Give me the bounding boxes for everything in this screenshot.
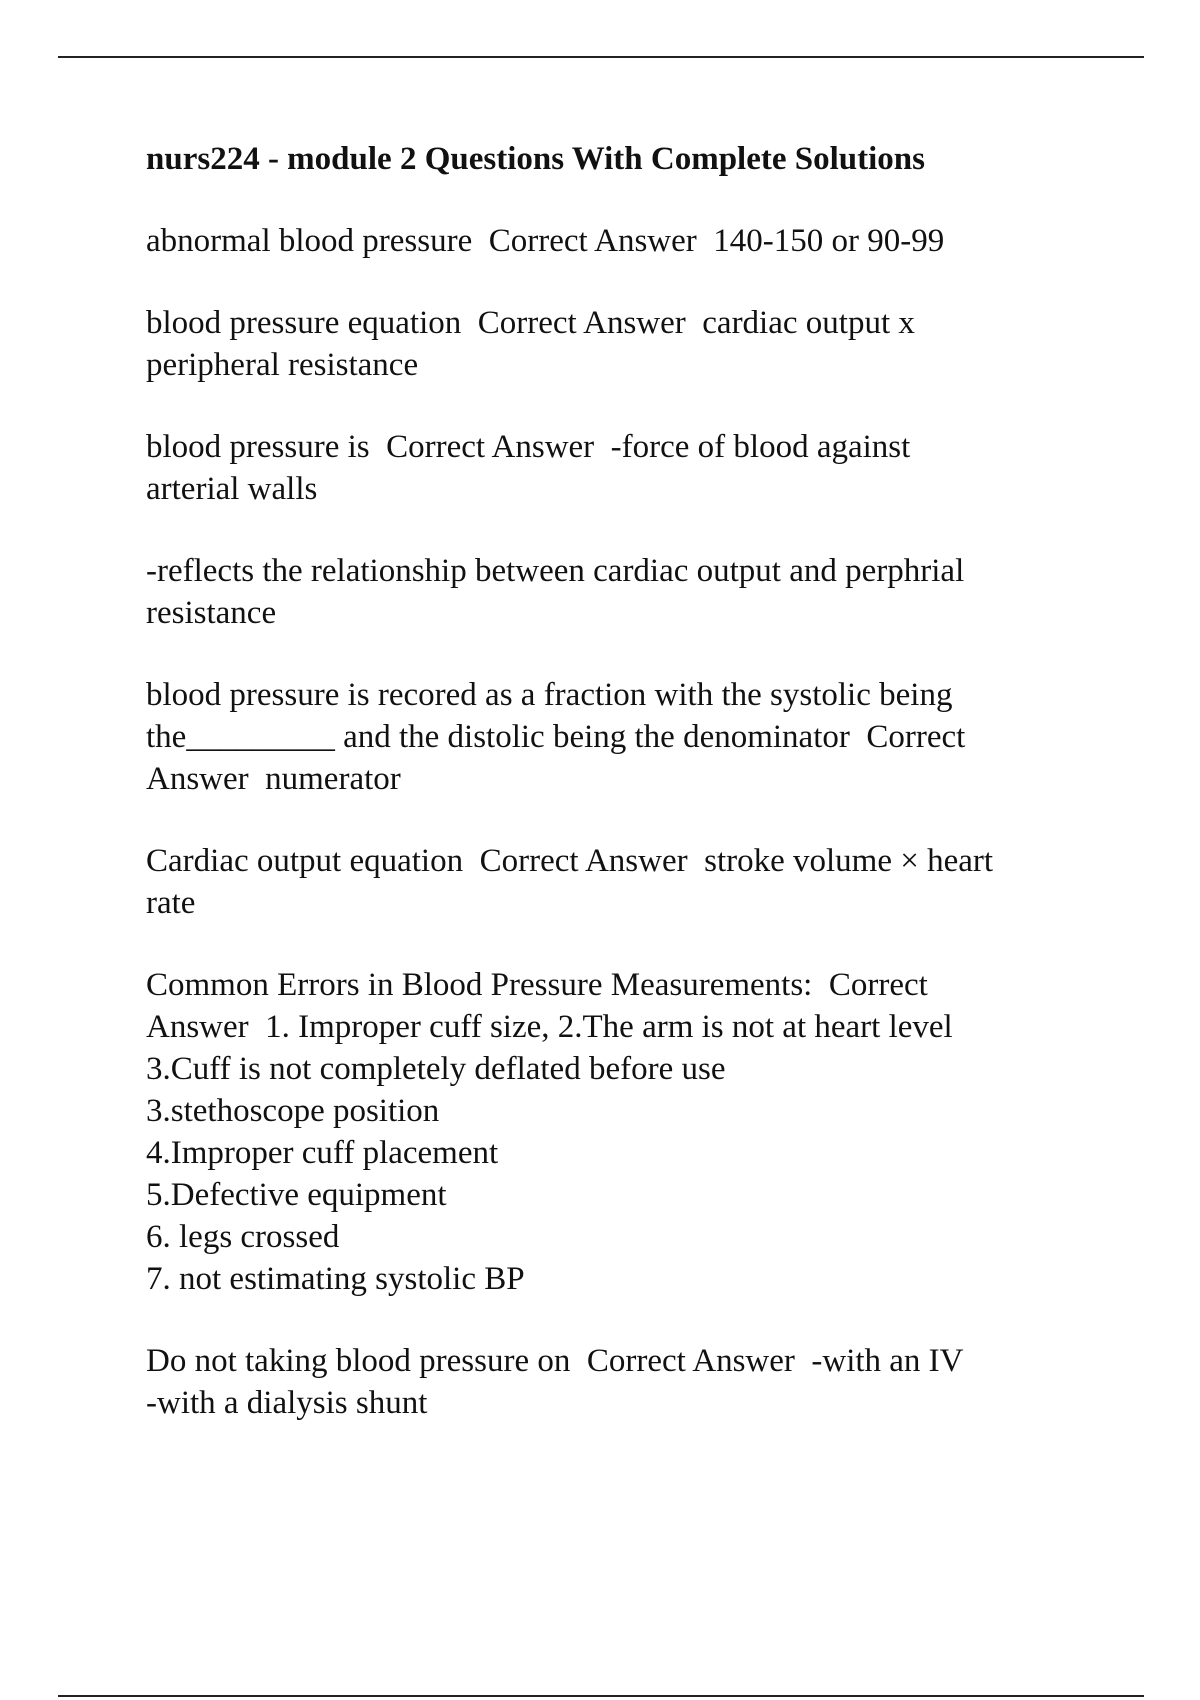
qa-paragraph (146, 426, 1090, 510)
header-rule (58, 56, 1144, 58)
paragraph-line: rate (146, 885, 196, 921)
paragraph-line: Do not taking blood pressure on Correct Answer -with an IV (146, 1343, 964, 1379)
paragraph-line: -reflects the relationship between cardiac output and perphrial (146, 553, 965, 589)
qa-paragraph (146, 1340, 1090, 1424)
paragraph-list (146, 220, 1090, 1424)
paragraph-line: 7. not estimating systolic BP (146, 1261, 525, 1297)
paragraph-line: abnormal blood pressure Correct Answer 140-150 or 90-99 (146, 223, 945, 259)
paragraph-line: 4.Improper cuff placement (146, 1135, 499, 1171)
qa-paragraph (146, 220, 1090, 262)
paragraph-line: 3.Cuff is not completely deflated before use (146, 1051, 726, 1087)
paragraph-line: Answer 1. Improper cuff size, 2.The arm is not at heart level (146, 1009, 953, 1045)
paragraph-line: blood pressure equation Correct Answer cardiac output x (146, 305, 915, 341)
paragraph-line: the_________ and the distolic being the denominator Correct (146, 719, 966, 755)
qa-paragraph (146, 964, 1090, 1300)
paragraph-line: blood pressure is Correct Answer -force of blood against (146, 429, 911, 465)
paragraph-line: peripheral resistance (146, 347, 419, 383)
qa-paragraph (146, 302, 1090, 386)
qa-paragraph (146, 840, 1090, 924)
paragraph-line: Answer numerator (146, 761, 401, 797)
paragraph-line: -with a dialysis shunt (146, 1385, 428, 1421)
paragraph-line: arterial walls (146, 471, 318, 507)
document-title: nurs224 - module 2 Questions With Complete Solutions (146, 141, 925, 177)
paragraph-line: Cardiac output equation Correct Answer stroke volume × heart (146, 843, 994, 879)
document-body (146, 138, 1090, 1424)
qa-paragraph (146, 674, 1090, 800)
paragraph-line: 6. legs crossed (146, 1219, 340, 1255)
paragraph-line: blood pressure is recored as a fraction with the systolic being (146, 677, 953, 713)
footer-rule (58, 1695, 1144, 1697)
paragraph-line: 3.stethoscope position (146, 1093, 440, 1129)
paragraph-line: 5.Defective equipment (146, 1177, 447, 1213)
qa-paragraph (146, 550, 1090, 634)
paragraph-line: resistance (146, 595, 277, 631)
paragraph-line: Common Errors in Blood Pressure Measurements: Correct (146, 967, 928, 1003)
